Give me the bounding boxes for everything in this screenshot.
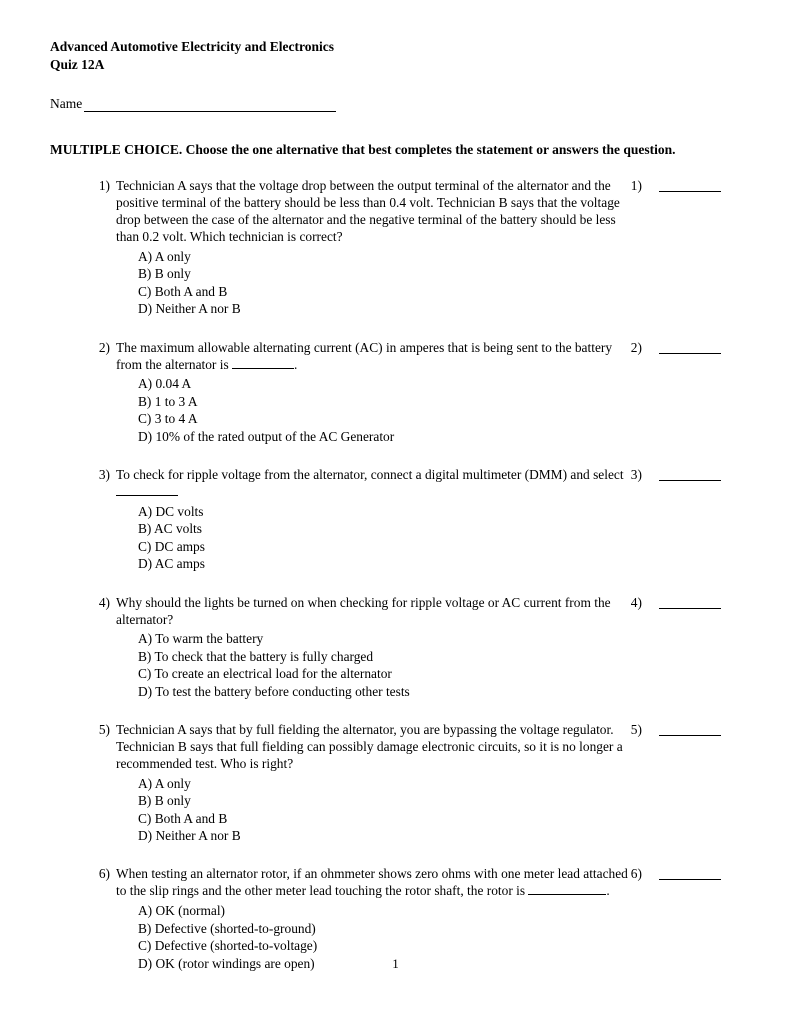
question-stem-tail: . [606,883,610,899]
inline-blank[interactable] [232,357,294,369]
question-body [46,722,631,844]
question-item [46,595,745,700]
choice-option[interactable]: C) 3 to 4 A [138,411,198,427]
question-number: 6) [98,866,110,882]
question-text: Technician A says that by full fielding the alternator, you are bypassing the voltage regulator. Technician B says that full fielding can possibly damage electronic circuits, so it is no longer a recommended test. Who is right? [116,722,623,771]
answer-blank[interactable] [659,178,721,192]
choice-option[interactable]: C) To create an electrical load for the alternator [138,666,392,682]
quiz-title: Quiz 12A [50,57,105,73]
choice-option[interactable]: B) To check that the battery is fully charged [138,648,374,664]
choice-option[interactable]: A) DC volts [138,503,204,519]
choice-option[interactable]: B) AC volts [138,521,202,537]
question-number: 1) [98,178,110,194]
choices-list [138,503,631,573]
answer-blank-row [631,595,745,611]
choice-option[interactable]: B) 1 to 3 A [138,393,198,409]
choice-option[interactable]: D) 10% of the rated output of the AC Generator [138,428,395,444]
question-text: Technician A says that the voltage drop between the output terminal of the alternator and the positive terminal of the battery should be less than 0.4 volt. Technician B says that the voltage drop between the case of the alternator and the negative terminal of the battery should be less than 0.2 volt. Which technician is correct? [116,178,620,245]
inline-blank[interactable] [116,484,178,496]
answer-number: 5) [630,722,642,738]
choice-option[interactable]: A) A only [138,249,191,264]
question-item [46,178,745,317]
choice-option[interactable]: B) B only [138,793,191,809]
answer-blank-row [631,722,745,738]
question-body [46,467,631,572]
choice-option[interactable]: D) Neither A nor B [138,828,241,844]
choice-option[interactable]: A) To warm the battery [138,631,264,647]
choice-option[interactable]: A) A only [138,775,191,791]
choice-option[interactable]: D) Neither A nor B [138,301,241,317]
question-text [116,467,631,501]
question-stem-tail: . [294,356,298,372]
answer-blank-row [631,866,745,882]
answer-number: 6) [630,866,642,882]
answer-blank[interactable] [659,467,721,481]
question-stem: The maximum allowable alternating current (AC) in amperes that is being sent to the battery from the alternator is [116,339,613,372]
choice-option[interactable]: C) Both A and B [138,810,228,826]
course-title: Advanced Automotive Electricity and Electronics [50,39,334,54]
choice-option[interactable]: C) DC amps [138,538,205,554]
answer-number: 4) [630,594,642,610]
answer-blank-row [631,467,745,483]
choice-option[interactable]: D) To test the battery before conducting other tests [138,683,410,699]
question-item [46,340,745,445]
question-body [46,595,631,700]
document-header [50,38,745,74]
page-footer [0,956,791,972]
inline-blank[interactable] [528,883,606,895]
choices-list [138,775,631,845]
question-text [116,866,631,900]
instructions-text: MULTIPLE CHOICE. Choose the one alternative that best completes the statement or answers the question. [50,142,676,158]
choice-option[interactable]: D) AC amps [138,556,205,572]
questions-list [46,178,745,971]
name-input-rule[interactable] [84,99,336,112]
question-body [46,340,631,445]
choice-option[interactable]: A) OK (normal) [138,903,226,919]
choice-option[interactable]: C) Defective (shorted-to-voltage) [138,938,318,954]
name-field-row [50,96,745,112]
answer-blank-row [631,178,745,194]
question-item [46,467,745,572]
question-text [116,340,631,374]
name-label: Name [50,96,83,112]
question-number: 2) [98,339,110,355]
choice-option[interactable]: B) Defective (shorted-to-ground) [138,920,316,936]
choices-list [138,630,631,700]
question-stem: To check for ripple voltage from the alternator, connect a digital multimeter (DMM) and select [116,467,624,483]
choice-option[interactable]: A) 0.04 A [138,376,192,392]
question-stem: When testing an alternator rotor, if an ohmmeter shows zero ohms with one meter lead attached to the slip rings and the other meter lead touching the rotor shaft, the rotor is [116,866,628,899]
answer-blank[interactable] [659,595,721,609]
choice-option[interactable]: B) B only [138,266,191,282]
answer-blank[interactable] [659,866,721,880]
choice-option[interactable]: C) Both A and B [138,283,228,299]
question-text: Why should the lights be turned on when checking for ripple voltage or AC current from the alternator? [116,594,611,627]
answer-blank[interactable] [659,340,721,354]
answer-number: 1) [630,178,642,194]
answer-number: 2) [630,339,642,355]
choices-list [138,375,631,445]
answer-blank-row [631,340,745,356]
question-number: 5) [98,722,110,738]
answer-number: 3) [630,467,642,483]
choice-option[interactable]: D) OK (rotor windings are open) [138,955,315,971]
choices-list [138,248,631,318]
page-number: 1 [392,956,399,971]
question-item [46,722,745,844]
question-number: 3) [98,467,110,483]
question-body [46,178,631,317]
question-number: 4) [98,594,110,610]
answer-blank[interactable] [659,722,721,736]
